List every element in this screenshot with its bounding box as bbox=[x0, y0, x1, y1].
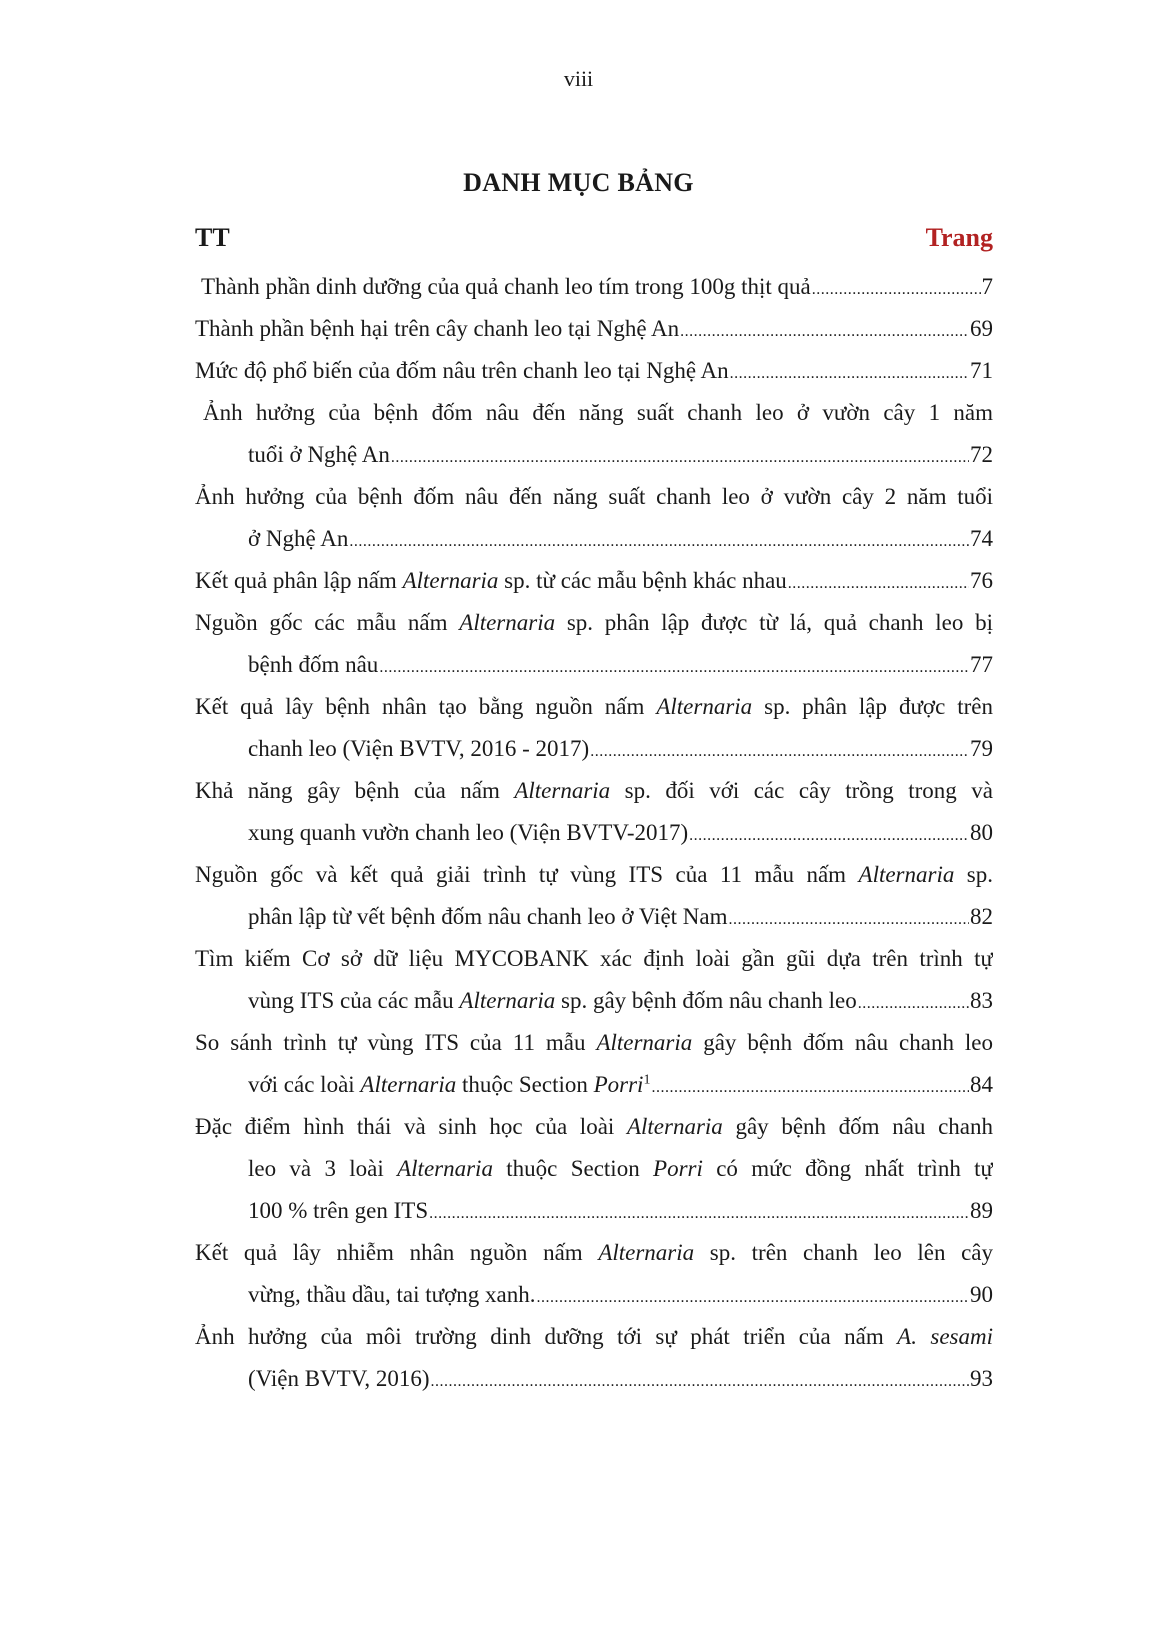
dot-leader bbox=[349, 521, 969, 560]
entry-text: Kết quả lây bệnh nhân tạo bằng nguồn nấm Alternaria sp. phân lập được trên bbox=[195, 694, 993, 719]
dot-leader bbox=[590, 731, 969, 770]
dot-leader bbox=[729, 899, 969, 938]
toc-entry[interactable] bbox=[195, 770, 993, 854]
entry-text-cont: chanh leo (Viện BVTV, 2016 - 2017) bbox=[248, 736, 590, 761]
dot-leader bbox=[730, 353, 969, 392]
entry-text: Ảnh hưởng của bệnh đốm nâu đến năng suất chanh leo ở vườn cây 2 năm tuổi bbox=[195, 484, 993, 509]
toc-entry[interactable] bbox=[195, 392, 993, 476]
toc-entry[interactable] bbox=[195, 938, 993, 1022]
entry-text: Mức độ phổ biến của đốm nâu trên chanh leo tại Nghệ An bbox=[195, 358, 729, 383]
entry-text-cont: tuổi ở Nghệ An bbox=[248, 442, 390, 467]
entry-text: Ảnh hưởng của bệnh đốm nâu đến năng suất chanh leo ở vườn cây 1 năm bbox=[203, 400, 993, 425]
dot-leader bbox=[858, 983, 969, 1022]
entry-text-cont: với các loài Alternaria thuộc Section Porri bbox=[248, 1072, 644, 1097]
entry-text: Thành phần bệnh hại trên cây chanh leo tại Nghệ An bbox=[195, 316, 680, 341]
page-title: DANH MỤC BẢNG bbox=[463, 168, 694, 197]
dot-leader bbox=[431, 1361, 969, 1400]
entry-page: 71 bbox=[970, 358, 993, 383]
entry-text: Đặc điểm hình thái và sinh học của loài Alternaria gây bệnh đốm nâu chanh bbox=[195, 1114, 993, 1139]
toc-entry[interactable] bbox=[195, 476, 993, 560]
toc-entry[interactable] bbox=[195, 1106, 993, 1232]
entry-page: 74 bbox=[970, 526, 993, 551]
entry-page: 84 bbox=[970, 1072, 993, 1097]
entry-text: Tìm kiếm Cơ sở dữ liệu MYCOBANK xác định loài gần gũi dựa trên trình tự bbox=[195, 946, 993, 971]
dot-leader bbox=[812, 269, 981, 308]
toc-entry[interactable] bbox=[195, 308, 993, 350]
entry-text-cont: vùng ITS của các mẫu Alternaria sp. gây bệnh đốm nâu chanh leo bbox=[248, 988, 857, 1013]
column-header-tt: TT bbox=[195, 223, 230, 252]
entry-text-cont: phân lập từ vết bệnh đốm nâu chanh leo ở Việt Nam bbox=[248, 904, 728, 929]
entry-page: 69 bbox=[970, 316, 993, 341]
entry-text: Thành phần dinh dưỡng của quả chanh leo tím trong 100g thịt quả bbox=[201, 274, 811, 299]
entry-page: 76 bbox=[970, 568, 993, 593]
dot-leader bbox=[651, 1067, 969, 1106]
toc-entry[interactable] bbox=[195, 560, 993, 602]
dot-leader bbox=[689, 815, 969, 854]
column-header-trang: Trang bbox=[925, 223, 993, 252]
toc-entry[interactable] bbox=[195, 854, 993, 938]
entry-text-cont: bệnh đốm nâu bbox=[248, 652, 379, 677]
entry-text: Kết quả lây nhiễm nhân nguồn nấm Alternaria sp. trên chanh leo lên cây bbox=[195, 1240, 993, 1265]
entry-text-cont: vừng, thầu dầu, tai tượng xanh. bbox=[248, 1282, 536, 1307]
page-number: viii bbox=[563, 66, 594, 91]
entry-text: Nguồn gốc các mẫu nấm Alternaria sp. phân lập được từ lá, quả chanh leo bị bbox=[195, 610, 993, 635]
toc-entry[interactable] bbox=[195, 350, 993, 392]
entry-page: 89 bbox=[970, 1198, 993, 1223]
entry-page: 82 bbox=[970, 904, 993, 929]
superscript-note: 1 bbox=[643, 1072, 651, 1088]
entry-text: Ảnh hưởng của môi trường dinh dưỡng tới sự phát triển của nấm A. sesami bbox=[195, 1324, 993, 1349]
entry-page: 77 bbox=[970, 652, 993, 677]
entry-page: 79 bbox=[970, 736, 993, 761]
dot-leader bbox=[680, 311, 969, 350]
entry-page: 90 bbox=[970, 1282, 993, 1307]
toc-entry[interactable] bbox=[195, 602, 993, 686]
entry-text: Nguồn gốc và kết quả giải trình tự vùng ITS của 11 mẫu nấm Alternaria sp. bbox=[195, 862, 993, 887]
entry-page: 93 bbox=[970, 1366, 993, 1391]
dot-leader bbox=[379, 647, 969, 686]
toc-entry[interactable] bbox=[195, 266, 993, 308]
toc-entry[interactable] bbox=[195, 1022, 993, 1106]
toc-entry[interactable] bbox=[195, 1316, 993, 1400]
entry-text: Kết quả phân lập nấm Alternaria sp. từ các mẫu bệnh khác nhau bbox=[195, 568, 787, 593]
entry-text-cont: 100 % trên gen ITS bbox=[248, 1198, 429, 1223]
entry-text: So sánh trình tự vùng ITS của 11 mẫu Alternaria gây bệnh đốm nâu chanh leo bbox=[195, 1030, 993, 1055]
entry-text-cont: leo và 3 loài Alternaria thuộc Section Porri có mức đồng nhất trình tự bbox=[248, 1156, 993, 1181]
entry-page: 83 bbox=[970, 988, 993, 1013]
entry-page: 7 bbox=[981, 274, 993, 299]
dot-leader bbox=[788, 563, 969, 602]
entry-page: 80 bbox=[970, 820, 993, 845]
entry-text-cont: (Viện BVTV, 2016) bbox=[248, 1366, 430, 1391]
entry-text-cont: xung quanh vườn chanh leo (Viện BVTV-2017) bbox=[248, 820, 689, 845]
dot-leader bbox=[429, 1193, 969, 1232]
entry-text-cont: ở Nghệ An bbox=[248, 526, 349, 551]
toc-entry[interactable] bbox=[195, 686, 993, 770]
dot-leader bbox=[537, 1277, 970, 1316]
entry-text: Khả năng gây bệnh của nấm Alternaria sp. đối với các cây trồng trong và bbox=[195, 778, 993, 803]
dot-leader bbox=[391, 437, 969, 476]
table-list bbox=[195, 266, 993, 1400]
entry-page: 72 bbox=[970, 442, 993, 467]
toc-entry[interactable] bbox=[195, 1232, 993, 1316]
